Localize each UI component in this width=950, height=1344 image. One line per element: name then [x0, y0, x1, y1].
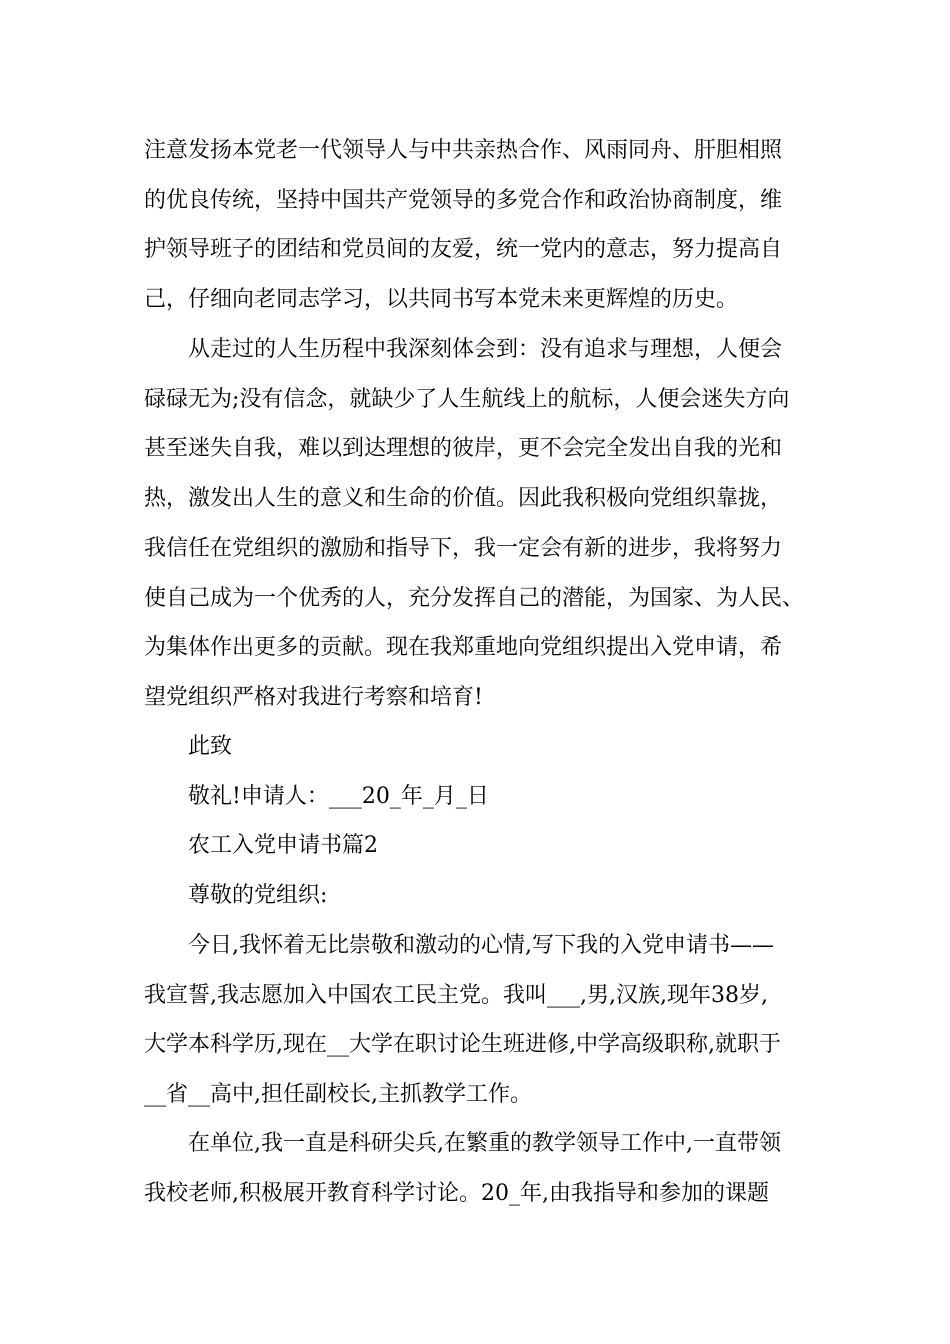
paragraph-line: 护领导班子的团结和党员间的友爱，统一党内的意志，努力提高自	[144, 237, 783, 262]
section-title: 农工入党申请书篇2	[188, 833, 378, 858]
paragraph-line: 我宣誓,我志愿加入中国农工民主党。我叫___,男,汉族,现年38岁,	[144, 983, 768, 1008]
paragraph-line: 今日,我怀着无比崇敬和激动的心情,写下我的入党申请书——	[188, 933, 774, 958]
paragraph-line: 己，仔细向老同志学习，以共同书写本党未来更辉煌的历史。	[144, 287, 739, 312]
paragraph-line: 望党组织严格对我进行考察和培育!	[144, 685, 483, 710]
paragraph-line: __省__高中,担任副校长,主抓教学工作。	[144, 1082, 532, 1107]
paragraph-line: 我信任在党组织的激励和指导下，我一定会有新的进步，我将努力	[144, 536, 783, 561]
paragraph-line: 注意发扬本党老一代领导人与中共亲热合作、风雨同舟、肝胆相照	[144, 138, 783, 163]
paragraph-line: 使自己成为一个优秀的人，充分发挥自己的潜能，为国家、为人民、	[144, 586, 805, 611]
paragraph-line: 为集体作出更多的贡献。现在我郑重地向党组织提出入党申请，希	[144, 635, 783, 660]
paragraph-line: 的优良传统，坚持中国共产党领导的多党合作和政治协商制度，维	[144, 188, 783, 213]
paragraph-line: 热，激发出人生的意义和生命的价值。因此我积极向党组织靠拢，	[144, 486, 783, 511]
signature-line: 敬礼!申请人：___20_年_月_日	[188, 784, 489, 809]
salutation-line: 尊敬的党组织:	[188, 883, 328, 908]
paragraph-line: 大学本科学历,现在__大学在职讨论生班进修,中学高级职称,就职于	[144, 1032, 781, 1057]
paragraph-line: 甚至迷失自我，难以到达理想的彼岸，更不会完全发出自我的光和	[144, 436, 783, 461]
paragraph-line: 从走过的人生历程中我深刻体会到：没有追求与理想，人便会	[188, 337, 783, 362]
paragraph-line: 在单位,我一直是科研尖兵,在繁重的教学领导工作中,一直带领	[188, 1131, 781, 1156]
closing-line: 此致	[188, 734, 233, 759]
paragraph-line: 碌碌无为;没有信念，就缺少了人生航线上的航标，人便会迷失方向	[144, 387, 790, 412]
paragraph-line: 我校老师,积极展开教育科学讨论。20_年,由我指导和参加的课题	[144, 1181, 769, 1206]
